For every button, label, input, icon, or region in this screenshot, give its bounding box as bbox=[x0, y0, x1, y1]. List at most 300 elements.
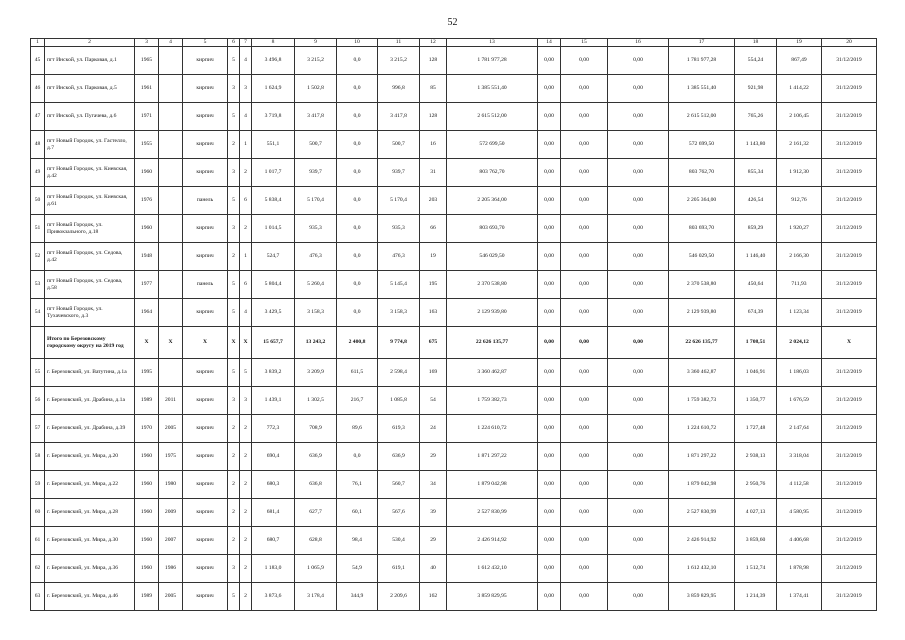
table-cell: 1 bbox=[240, 131, 252, 159]
table-cell: 0,00 bbox=[561, 527, 608, 555]
table-cell: 0,00 bbox=[561, 271, 608, 299]
table-cell: 0,0 bbox=[337, 47, 378, 75]
table-cell: 803 762,70 bbox=[669, 159, 735, 187]
table-cell: 4 bbox=[240, 103, 252, 131]
table-body bbox=[31, 39, 877, 611]
table-cell: 708,9 bbox=[295, 415, 337, 443]
table-cell: 40 bbox=[420, 555, 447, 583]
table-row bbox=[31, 75, 877, 103]
table-cell: 1970 bbox=[135, 415, 159, 443]
table-cell bbox=[159, 271, 183, 299]
table-cell: 3 859,60 bbox=[735, 527, 777, 555]
table-row bbox=[31, 103, 877, 131]
table-cell: 0,00 bbox=[561, 359, 608, 387]
table-cell: 29 bbox=[420, 527, 447, 555]
table-cell: X bbox=[183, 327, 228, 359]
table-cell: 55 bbox=[31, 359, 45, 387]
table-cell: 2 426 914,92 bbox=[447, 527, 538, 555]
table-cell: 3 bbox=[135, 39, 159, 47]
table-cell: 31/12/2019 bbox=[822, 187, 877, 215]
table-cell: 162 bbox=[420, 583, 447, 611]
table-cell: 0,00 bbox=[538, 359, 561, 387]
table-cell: 54 bbox=[31, 299, 45, 327]
table-cell: г. Березовский, ул. Мира, д.28 bbox=[45, 499, 135, 527]
table-cell: 6 bbox=[240, 271, 252, 299]
table-cell: 524,7 bbox=[252, 243, 295, 271]
table-cell: 0,00 bbox=[561, 103, 608, 131]
table-cell: 5 bbox=[228, 271, 240, 299]
table-cell: 5 bbox=[228, 187, 240, 215]
table-cell: 1977 bbox=[135, 271, 159, 299]
table-cell: кирпич bbox=[183, 583, 228, 611]
table-cell: кирпич bbox=[183, 131, 228, 159]
table-cell: 54,9 bbox=[337, 555, 378, 583]
table-cell: 1 708,51 bbox=[735, 327, 777, 359]
table-cell: 2 bbox=[240, 415, 252, 443]
table-cell: 31/12/2019 bbox=[822, 415, 877, 443]
table-cell: кирпич bbox=[183, 159, 228, 187]
table-cell: Итого по Березовскому городскому округу на 2019 год bbox=[45, 327, 135, 359]
table-cell: 450,64 bbox=[735, 271, 777, 299]
table-cell: 1976 bbox=[135, 187, 159, 215]
table-cell: 31/12/2019 bbox=[822, 243, 877, 271]
table-cell: 1 502,8 bbox=[295, 75, 337, 103]
table-cell: кирпич bbox=[183, 415, 228, 443]
table-cell: 0,00 bbox=[538, 583, 561, 611]
table-cell: 0,00 bbox=[538, 215, 561, 243]
table-cell: 627,7 bbox=[295, 499, 337, 527]
table-cell: 31/12/2019 bbox=[822, 583, 877, 611]
table-cell: 216,7 bbox=[337, 387, 378, 415]
table-cell: 4 bbox=[240, 299, 252, 327]
table-cell: 0,0 bbox=[337, 187, 378, 215]
table-cell: X bbox=[135, 327, 159, 359]
table-cell: 0,00 bbox=[561, 415, 608, 443]
table-cell: 1 017,7 bbox=[252, 159, 295, 187]
table-cell: 690,4 bbox=[252, 443, 295, 471]
table-cell: 3 158,3 bbox=[295, 299, 337, 327]
table-cell: 31/12/2019 bbox=[822, 499, 877, 527]
table-cell: кирпич bbox=[183, 47, 228, 75]
table-cell: 57 bbox=[31, 415, 45, 443]
table-cell: 2005 bbox=[159, 415, 183, 443]
table-cell: 4 bbox=[159, 39, 183, 47]
table-cell: 2 bbox=[228, 499, 240, 527]
table-cell: 1995 bbox=[135, 359, 159, 387]
table-cell: 0,00 bbox=[538, 327, 561, 359]
table-cell: 1 879 042,98 bbox=[669, 471, 735, 499]
table-cell: 5 bbox=[228, 359, 240, 387]
table-cell: X bbox=[822, 327, 877, 359]
table-cell: 14 bbox=[538, 39, 561, 47]
table-cell: 31/12/2019 bbox=[822, 387, 877, 415]
table-cell: 0,00 bbox=[608, 471, 669, 499]
table-cell: 0,00 bbox=[561, 75, 608, 103]
table-cell: 546 029,50 bbox=[447, 243, 538, 271]
table-cell: 0,00 bbox=[538, 75, 561, 103]
table-cell: 89,6 bbox=[337, 415, 378, 443]
table-row bbox=[31, 471, 877, 499]
table-cell: 45 bbox=[31, 47, 45, 75]
table-cell: 8 bbox=[252, 39, 295, 47]
table-cell: 0,00 bbox=[538, 47, 561, 75]
table-cell: 0,00 bbox=[538, 299, 561, 327]
table-cell: 2 527 830,99 bbox=[447, 499, 538, 527]
table-cell: 53 bbox=[31, 271, 45, 299]
table-cell: 31/12/2019 bbox=[822, 299, 877, 327]
table-cell: 1 676,59 bbox=[777, 387, 822, 415]
table-cell: 1 414,22 bbox=[777, 75, 822, 103]
table-cell: кирпич bbox=[183, 555, 228, 583]
table-cell: 0,00 bbox=[608, 555, 669, 583]
table-row bbox=[31, 159, 877, 187]
table-cell: 58 bbox=[31, 443, 45, 471]
table-cell: 2 147,64 bbox=[777, 415, 822, 443]
table-cell: 2 209,6 bbox=[378, 583, 420, 611]
table-cell: 0,0 bbox=[337, 159, 378, 187]
table-cell: 1964 bbox=[135, 299, 159, 327]
table-cell: 61 bbox=[31, 527, 45, 555]
table-cell: 1 186,03 bbox=[777, 359, 822, 387]
table-cell: пгт Новый Городок, ул. Киевская, д.61 bbox=[45, 187, 135, 215]
table-cell bbox=[159, 299, 183, 327]
table-cell: 5 bbox=[240, 359, 252, 387]
table-cell: 1961 bbox=[135, 75, 159, 103]
table-cell: 530,4 bbox=[378, 527, 420, 555]
table-cell: 0,00 bbox=[538, 103, 561, 131]
table-cell: 1989 bbox=[135, 583, 159, 611]
table-cell: 0,00 bbox=[608, 527, 669, 555]
table-cell: 1986 bbox=[159, 555, 183, 583]
table-cell: 855,34 bbox=[735, 159, 777, 187]
table-cell: 3 496,8 bbox=[252, 47, 295, 75]
table-cell: 0,0 bbox=[337, 299, 378, 327]
table-cell: X bbox=[240, 327, 252, 359]
table-row bbox=[31, 499, 877, 527]
table-cell: 13 bbox=[447, 39, 538, 47]
table-cell: 0,00 bbox=[561, 243, 608, 271]
table-cell: 60,1 bbox=[337, 499, 378, 527]
table-cell: 31/12/2019 bbox=[822, 215, 877, 243]
table-cell: 1975 bbox=[159, 443, 183, 471]
table-cell: 1 046,91 bbox=[735, 359, 777, 387]
table-cell: 46 bbox=[31, 75, 45, 103]
table-cell: 3 209,9 bbox=[295, 359, 337, 387]
table-cell: 0,00 bbox=[561, 131, 608, 159]
table-cell: 5 838,4 bbox=[252, 187, 295, 215]
table-cell: 426,54 bbox=[735, 187, 777, 215]
table-cell: 0,00 bbox=[538, 555, 561, 583]
table-cell: 0,00 bbox=[608, 103, 669, 131]
table-cell: 0,0 bbox=[337, 271, 378, 299]
table-cell: пгт Новый Городок, ул. Привокзального, д.18 bbox=[45, 215, 135, 243]
table-row bbox=[31, 527, 877, 555]
table-cell: 5 260,4 bbox=[295, 271, 337, 299]
table-cell: 0,00 bbox=[561, 555, 608, 583]
table-cell: 4 112,58 bbox=[777, 471, 822, 499]
table-cell: 921,98 bbox=[735, 75, 777, 103]
table-cell: 2 bbox=[240, 471, 252, 499]
table-cell: 711,93 bbox=[777, 271, 822, 299]
table-cell: кирпич bbox=[183, 215, 228, 243]
table-cell: 16 bbox=[420, 131, 447, 159]
table-cell: 1 759 382,73 bbox=[669, 387, 735, 415]
table-cell: 0,00 bbox=[538, 271, 561, 299]
table-cell: 476,3 bbox=[378, 243, 420, 271]
table-cell: 0,00 bbox=[608, 327, 669, 359]
table-cell: 680,7 bbox=[252, 527, 295, 555]
table-cell: 24 bbox=[420, 415, 447, 443]
table-cell: 128 bbox=[420, 103, 447, 131]
table-cell: 15 bbox=[561, 39, 608, 47]
table-cell: 912,76 bbox=[777, 187, 822, 215]
table-cell: 2 615 512,00 bbox=[669, 103, 735, 131]
table-cell: 22 626 135,77 bbox=[669, 327, 735, 359]
table-cell: 5 145,4 bbox=[378, 271, 420, 299]
table-cell: 20 bbox=[822, 39, 877, 47]
table-cell: 2 024,12 bbox=[777, 327, 822, 359]
table-cell: 0,00 bbox=[608, 415, 669, 443]
table-cell: 636,9 bbox=[378, 443, 420, 471]
table-cell: 128 bbox=[420, 47, 447, 75]
table-row bbox=[31, 187, 877, 215]
table-cell bbox=[159, 359, 183, 387]
table-cell: 2 bbox=[228, 131, 240, 159]
table-cell: 765,26 bbox=[735, 103, 777, 131]
table-cell bbox=[159, 243, 183, 271]
table-cell: 2 161,32 bbox=[777, 131, 822, 159]
table-cell: 19 bbox=[777, 39, 822, 47]
table-cell: 39 bbox=[420, 499, 447, 527]
table-cell: 344,9 bbox=[337, 583, 378, 611]
table-cell: 0,00 bbox=[608, 271, 669, 299]
table-cell: 0,00 bbox=[608, 75, 669, 103]
table-cell: 1 781 977,28 bbox=[669, 47, 735, 75]
table-cell: 996,8 bbox=[378, 75, 420, 103]
table-row bbox=[31, 387, 877, 415]
table-cell: кирпич bbox=[183, 471, 228, 499]
table-cell: 675 bbox=[420, 327, 447, 359]
table-cell: 1955 bbox=[135, 131, 159, 159]
table-cell: 1 146,40 bbox=[735, 243, 777, 271]
table-row bbox=[31, 215, 877, 243]
table-cell: 3 417,8 bbox=[295, 103, 337, 131]
table-cell: пгт Новый Городок, ул. Киевская, д.42 bbox=[45, 159, 135, 187]
table-cell: 935,3 bbox=[378, 215, 420, 243]
table-cell: 628,8 bbox=[295, 527, 337, 555]
table-cell: 31/12/2019 bbox=[822, 131, 877, 159]
table-cell: 3 bbox=[240, 75, 252, 103]
table-row bbox=[31, 555, 877, 583]
table-cell: 1 085,8 bbox=[378, 387, 420, 415]
table-cell: 0,00 bbox=[538, 243, 561, 271]
table-cell: 54 bbox=[420, 387, 447, 415]
table-cell bbox=[31, 327, 45, 359]
table-cell: пгт Новый Городок, ул. Тухачевского, д.3 bbox=[45, 299, 135, 327]
table-cell: 3 859 829,95 bbox=[447, 583, 538, 611]
table-cell: 2 938,13 bbox=[735, 443, 777, 471]
table-cell: 31/12/2019 bbox=[822, 159, 877, 187]
table-cell: 169 bbox=[420, 359, 447, 387]
table-cell: 567,6 bbox=[378, 499, 420, 527]
table-cell: 1 374,41 bbox=[777, 583, 822, 611]
table-cell: г. Березовский, ул. Мира, д.30 bbox=[45, 527, 135, 555]
table-cell: 803 762,70 bbox=[447, 159, 538, 187]
table-cell: 9 bbox=[295, 39, 337, 47]
table-cell: 34 bbox=[420, 471, 447, 499]
table-cell: панель bbox=[183, 187, 228, 215]
table-cell: г. Березовский, ул. Мира, д.36 bbox=[45, 555, 135, 583]
housing-repair-table bbox=[30, 38, 877, 611]
table-cell: 0,00 bbox=[608, 47, 669, 75]
table-cell: 50 bbox=[31, 187, 45, 215]
table-cell: кирпич bbox=[183, 299, 228, 327]
table-cell: 31/12/2019 bbox=[822, 443, 877, 471]
table-cell: 0,00 bbox=[561, 443, 608, 471]
table-cell: 5 804,4 bbox=[252, 271, 295, 299]
table-cell: 1 385 551,40 bbox=[447, 75, 538, 103]
table-cell: 1 512,74 bbox=[735, 555, 777, 583]
table-cell: 0,0 bbox=[337, 443, 378, 471]
table-cell: 2005 bbox=[159, 583, 183, 611]
table-cell: 0,0 bbox=[337, 243, 378, 271]
table-cell: 1 302,5 bbox=[295, 387, 337, 415]
table-cell: 0,00 bbox=[538, 159, 561, 187]
table-cell: 19 bbox=[420, 243, 447, 271]
table-row bbox=[31, 583, 877, 611]
table-cell: 31/12/2019 bbox=[822, 555, 877, 583]
table-cell: 619,3 bbox=[378, 415, 420, 443]
table-cell: 674,39 bbox=[735, 299, 777, 327]
table-cell: 0,00 bbox=[561, 327, 608, 359]
table-cell: 1 065,9 bbox=[295, 555, 337, 583]
table-cell: 1 624,9 bbox=[252, 75, 295, 103]
table-cell: 0,00 bbox=[538, 443, 561, 471]
table-cell: 611,5 bbox=[337, 359, 378, 387]
table-cell: 1960 bbox=[135, 215, 159, 243]
table-cell bbox=[159, 215, 183, 243]
table-cell: 1980 bbox=[159, 471, 183, 499]
table-cell: 939,7 bbox=[378, 159, 420, 187]
table-row bbox=[31, 47, 877, 75]
table-cell: 31/12/2019 bbox=[822, 75, 877, 103]
table-cell: 500,7 bbox=[378, 131, 420, 159]
table-cell: г. Березовский, ул. Мира, д.20 bbox=[45, 443, 135, 471]
table-cell: 1 bbox=[240, 243, 252, 271]
table-cell: 3 158,3 bbox=[378, 299, 420, 327]
table-cell: 203 bbox=[420, 187, 447, 215]
table-cell: 31/12/2019 bbox=[822, 527, 877, 555]
table-cell: 0,00 bbox=[608, 359, 669, 387]
table-cell: 0,0 bbox=[337, 215, 378, 243]
table-cell: X bbox=[228, 327, 240, 359]
table-cell: 2 bbox=[45, 39, 135, 47]
table-cell: 16 bbox=[608, 39, 669, 47]
table-cell: 3 429,5 bbox=[252, 299, 295, 327]
table-cell: 0,00 bbox=[608, 583, 669, 611]
table-cell: 3 417,8 bbox=[378, 103, 420, 131]
table-cell: 2 bbox=[228, 527, 240, 555]
table-cell: панель bbox=[183, 271, 228, 299]
table-cell: 1 759 382,73 bbox=[447, 387, 538, 415]
table-cell: 0,00 bbox=[608, 387, 669, 415]
table-cell: 554,24 bbox=[735, 47, 777, 75]
table-cell: пгт Инской, ул. Парковая, д.5 bbox=[45, 75, 135, 103]
table-cell: 2 527 830,99 bbox=[669, 499, 735, 527]
table-cell: 636,8 bbox=[295, 471, 337, 499]
table-cell: 4 bbox=[240, 47, 252, 75]
table-cell: 0,00 bbox=[538, 131, 561, 159]
table-cell: 31/12/2019 bbox=[822, 471, 877, 499]
table-cell: кирпич bbox=[183, 527, 228, 555]
table-cell: 163 bbox=[420, 299, 447, 327]
table-cell: 4 027,13 bbox=[735, 499, 777, 527]
table-cell: 546 029,50 bbox=[669, 243, 735, 271]
table-row bbox=[31, 415, 877, 443]
table-cell: 22 626 135,77 bbox=[447, 327, 538, 359]
table-cell: 1960 bbox=[135, 443, 159, 471]
table-cell: 1 878,98 bbox=[777, 555, 822, 583]
table-cell: 1960 bbox=[135, 471, 159, 499]
table-cell: 1 183,0 bbox=[252, 555, 295, 583]
table-cell: 2 bbox=[240, 527, 252, 555]
table-cell: 0,00 bbox=[561, 299, 608, 327]
table-cell: X bbox=[159, 327, 183, 359]
table-cell: 1 612 432,10 bbox=[447, 555, 538, 583]
table-cell: 3 719,8 bbox=[252, 103, 295, 131]
table-cell: 2 129 939,80 bbox=[669, 299, 735, 327]
table-cell: 52 bbox=[31, 243, 45, 271]
table-cell: 0,00 bbox=[608, 499, 669, 527]
table-cell: кирпич bbox=[183, 359, 228, 387]
table-row bbox=[31, 131, 877, 159]
table-cell: 3 839,2 bbox=[252, 359, 295, 387]
table-cell: 0,0 bbox=[337, 103, 378, 131]
table-cell: пгт Новый Городок, ул. Гастелло, д.7 bbox=[45, 131, 135, 159]
table-cell bbox=[159, 75, 183, 103]
table-cell: 1 bbox=[31, 39, 45, 47]
table-cell: 3 bbox=[228, 555, 240, 583]
table-cell: 572 699,50 bbox=[669, 131, 735, 159]
table-cell: 3 178,4 bbox=[295, 583, 337, 611]
table-cell: кирпич bbox=[183, 443, 228, 471]
table-cell: кирпич bbox=[183, 243, 228, 271]
table-cell: 31/12/2019 bbox=[822, 271, 877, 299]
table-cell: 0,00 bbox=[561, 215, 608, 243]
table-cell: 1 781 977,28 bbox=[447, 47, 538, 75]
table-cell: 3 bbox=[228, 215, 240, 243]
table-cell: 0,00 bbox=[561, 387, 608, 415]
table-cell: 1 350,77 bbox=[735, 387, 777, 415]
table-cell: 0,00 bbox=[538, 499, 561, 527]
table-row bbox=[31, 359, 877, 387]
table-cell: 476,3 bbox=[295, 243, 337, 271]
table-cell bbox=[159, 47, 183, 75]
table-cell: г. Березовский, ул. Драбина, д.1а bbox=[45, 387, 135, 415]
table-cell: 1 920,27 bbox=[777, 215, 822, 243]
table-cell: 636,9 bbox=[295, 443, 337, 471]
table-cell: 803 693,70 bbox=[669, 215, 735, 243]
table-cell: 13 243,2 bbox=[295, 327, 337, 359]
table-cell: 572 699,50 bbox=[447, 131, 538, 159]
table-cell: 0,00 bbox=[608, 443, 669, 471]
table-cell: 2 166,30 bbox=[777, 243, 822, 271]
table-cell: 48 bbox=[31, 131, 45, 159]
table-cell: 3 859 829,95 bbox=[669, 583, 735, 611]
table-cell: 11 bbox=[378, 39, 420, 47]
table-cell: 619,1 bbox=[378, 555, 420, 583]
table-cell: 1 912,30 bbox=[777, 159, 822, 187]
